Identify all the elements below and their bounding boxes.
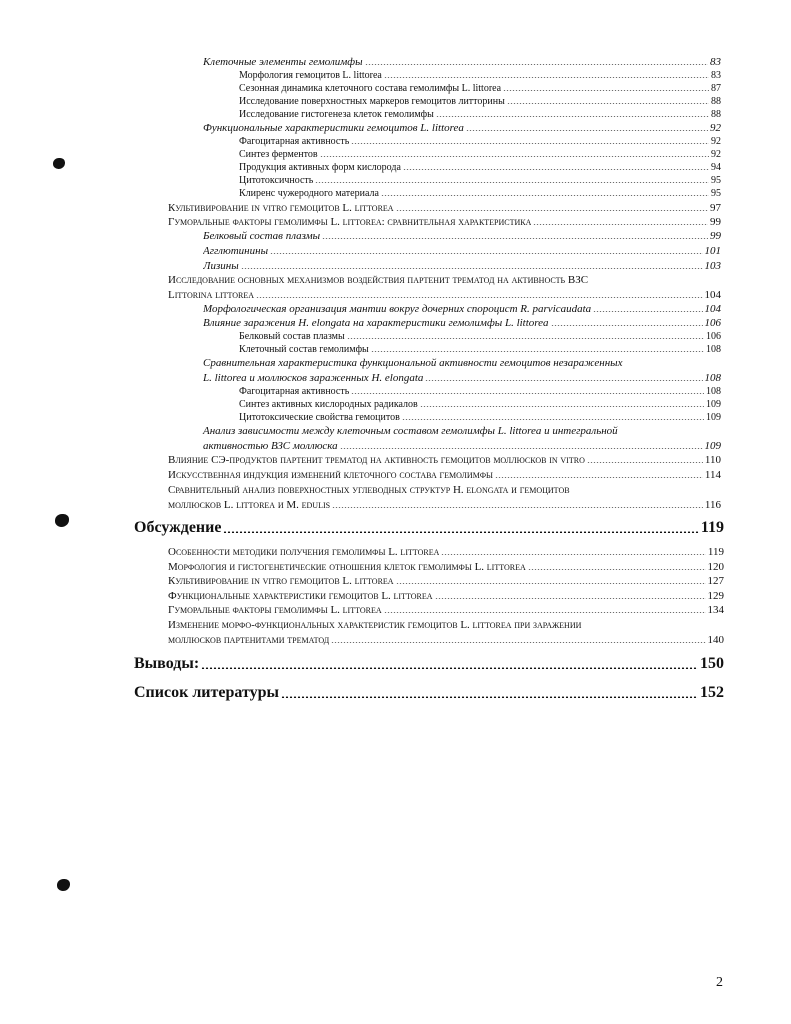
toc-entry-page: 88 bbox=[711, 110, 721, 120]
toc-entry[interactable] bbox=[239, 345, 721, 355]
toc-entry-title: Фагоцитарная активность bbox=[239, 137, 350, 147]
toc-entry[interactable] bbox=[203, 304, 721, 315]
toc-entry[interactable] bbox=[168, 203, 721, 214]
dot-leader bbox=[528, 569, 706, 570]
dot-leader bbox=[351, 393, 704, 394]
toc-entry-page: 116 bbox=[704, 500, 721, 511]
dot-leader bbox=[315, 182, 709, 183]
dot-leader bbox=[331, 642, 705, 643]
toc-entry-title: Морфология гемоцитов L. littorea bbox=[239, 71, 382, 81]
dot-leader bbox=[371, 351, 704, 352]
dot-leader bbox=[201, 667, 698, 669]
toc-entry-page: 109 bbox=[706, 413, 721, 423]
toc-entry-page: 119 bbox=[707, 547, 724, 558]
toc-entry[interactable] bbox=[168, 547, 724, 558]
dot-leader bbox=[420, 406, 704, 407]
dot-leader bbox=[332, 507, 703, 508]
toc-entry-page: 83 bbox=[711, 71, 721, 81]
toc-entry-title: Клеточные элементы гемолимфы bbox=[203, 57, 363, 68]
toc-entry-page: 99 bbox=[710, 231, 721, 242]
toc-entry-title: Культивирование in vitro гемоцитов L. littorea bbox=[168, 576, 394, 587]
dot-leader bbox=[533, 224, 708, 225]
toc-entry-page: 92 bbox=[710, 123, 721, 134]
dot-leader bbox=[441, 554, 706, 555]
toc-entry-page: 140 bbox=[707, 635, 724, 646]
toc-entry[interactable] bbox=[168, 217, 721, 228]
dot-leader bbox=[503, 90, 709, 91]
toc-entry-page: 110 bbox=[704, 455, 721, 466]
dot-leader bbox=[435, 598, 706, 599]
toc-entry[interactable] bbox=[239, 110, 721, 120]
scan-blot bbox=[53, 158, 65, 169]
toc-entry-title: Белковый состав плазмы bbox=[239, 332, 345, 342]
dot-leader bbox=[270, 253, 702, 254]
toc-entry[interactable] bbox=[239, 387, 721, 397]
toc-entry[interactable] bbox=[168, 576, 724, 587]
dot-leader bbox=[381, 195, 709, 196]
toc-entry-page: 109 bbox=[706, 400, 721, 410]
toc-entry[interactable] bbox=[168, 605, 724, 616]
dot-leader bbox=[223, 531, 698, 533]
toc-chapter-page: 152 bbox=[700, 685, 724, 701]
toc-chapter-title: Список литературы bbox=[134, 685, 279, 701]
toc-entry[interactable] bbox=[203, 373, 721, 384]
toc-entry-title-cont: L. littorea и моллюсков зараженных H. elongata bbox=[203, 373, 424, 384]
toc-entry-page: 92 bbox=[711, 150, 721, 160]
dot-leader bbox=[384, 77, 709, 78]
toc-entry[interactable] bbox=[239, 84, 721, 94]
toc-entry[interactable] bbox=[239, 150, 721, 160]
toc-entry[interactable] bbox=[239, 332, 721, 342]
toc-entry-title-cont: моллюсков L. littorea и M. edulis bbox=[168, 500, 331, 511]
toc-entry-page: 120 bbox=[707, 562, 724, 573]
toc-entry-page: 94 bbox=[711, 163, 721, 173]
toc-entry[interactable] bbox=[239, 97, 721, 107]
toc-entry-title: Гуморальные факторы гемолимфы L. littorea bbox=[168, 605, 382, 616]
toc-entry[interactable] bbox=[239, 137, 721, 147]
toc-entry[interactable] bbox=[168, 470, 721, 481]
dot-leader bbox=[351, 143, 709, 144]
toc-entry-title[interactable]: Изменение морфо-функциональных характеристик гемоцитов L. littorea при заражении bbox=[168, 619, 582, 631]
toc-entry[interactable] bbox=[203, 318, 721, 329]
toc-entry-page: 108 bbox=[706, 387, 721, 397]
toc-entry-page: 129 bbox=[707, 591, 724, 602]
dot-leader bbox=[466, 130, 708, 131]
toc-entry-page: 92 bbox=[711, 137, 721, 147]
dot-leader bbox=[507, 103, 709, 104]
toc-entry[interactable] bbox=[239, 71, 721, 81]
scan-blot bbox=[55, 514, 69, 527]
toc-chapter[interactable] bbox=[134, 656, 724, 672]
toc-entry-title: Исследование гистогенеза клеток гемолимфы bbox=[239, 110, 434, 120]
toc-entry[interactable] bbox=[168, 635, 724, 646]
toc-entry-title-cont: Littorina littorea bbox=[168, 290, 255, 301]
toc-entry[interactable] bbox=[168, 290, 721, 301]
toc-entry-title: Клиренс чужеродного материала bbox=[239, 189, 379, 199]
toc-entry-page: 95 bbox=[711, 176, 721, 186]
toc-entry-title: Влияние СЭ-продуктов партенит трематод на активность гемоцитов моллюсков in vitro bbox=[168, 455, 585, 466]
toc-entry[interactable] bbox=[203, 231, 721, 242]
toc-entry[interactable] bbox=[203, 441, 721, 452]
toc-entry-title-cont: моллюсков партенитами трематод bbox=[168, 635, 330, 646]
toc-entry-page: 134 bbox=[707, 605, 724, 616]
toc-entry-title: Исследование поверхностных маркеров гемоцитов литторины bbox=[239, 97, 505, 107]
dot-leader bbox=[396, 583, 706, 584]
toc-entry[interactable] bbox=[239, 163, 721, 173]
toc-entry-title: Культивирование in vitro гемоцитов L. littorea bbox=[168, 203, 394, 214]
toc-entry-page: 106 bbox=[704, 318, 721, 329]
dot-leader bbox=[436, 116, 709, 117]
dot-leader bbox=[593, 311, 702, 312]
toc-entry-title[interactable]: Сравнительная характеристика функциональной активности гемоцитов незараженных bbox=[203, 357, 623, 369]
toc-entry[interactable] bbox=[203, 261, 721, 272]
dot-leader bbox=[402, 419, 704, 420]
toc-entry-page: 127 bbox=[707, 576, 724, 587]
dot-leader bbox=[403, 169, 709, 170]
toc-entry-title: Агглютинины bbox=[203, 246, 269, 257]
toc-entry-title: Влияние заражения H. elongata на характеристики гемолимфы L. littorea bbox=[203, 318, 549, 329]
toc-entry-page: 83 bbox=[710, 57, 721, 68]
toc-entry-title: Морфология и гистогенетические отношения клеток гемолимфы L. littorea bbox=[168, 562, 526, 573]
toc-entry[interactable] bbox=[168, 591, 724, 602]
toc-entry-page: 95 bbox=[711, 189, 721, 199]
toc-entry-title: Сезонная динамика клеточного состава гемолимфы L. littorea bbox=[239, 84, 502, 94]
toc-chapter[interactable] bbox=[134, 520, 724, 536]
toc-entry[interactable] bbox=[168, 562, 724, 573]
toc-entry-page: 99 bbox=[710, 217, 721, 228]
dot-leader bbox=[241, 268, 703, 269]
toc-entry[interactable] bbox=[168, 500, 721, 511]
toc-entry[interactable] bbox=[239, 189, 721, 199]
dot-leader bbox=[384, 612, 706, 613]
dot-leader bbox=[425, 380, 702, 381]
toc-entry[interactable] bbox=[168, 455, 721, 466]
toc-entry-page: 109 bbox=[704, 441, 721, 452]
toc-entry-title: Цитотоксические свойства гемоцитов bbox=[239, 413, 400, 423]
toc-entry-page: 104 bbox=[704, 304, 721, 315]
dot-leader bbox=[495, 477, 703, 478]
toc-entry-page: 108 bbox=[704, 373, 721, 384]
dot-leader bbox=[340, 448, 703, 449]
toc-entry[interactable] bbox=[239, 413, 721, 423]
dot-leader bbox=[365, 64, 708, 65]
toc-entry[interactable] bbox=[203, 246, 721, 257]
toc-chapter-title: Выводы: bbox=[134, 656, 200, 672]
toc-entry-title: Фагоцитарная активность bbox=[239, 387, 350, 397]
toc-entry-page: 106 bbox=[706, 332, 721, 342]
scan-blot bbox=[57, 879, 70, 891]
toc-entry-title[interactable]: Анализ зависимости между клеточным составом гемолимфы L. littorea и интегральной bbox=[203, 425, 618, 437]
dot-leader bbox=[587, 462, 703, 463]
dot-leader bbox=[396, 210, 708, 211]
toc-chapter-page: 150 bbox=[700, 656, 724, 672]
toc-entry-title: Синтез ферментов bbox=[239, 150, 318, 160]
dot-leader bbox=[322, 238, 708, 239]
toc-entry-page: 101 bbox=[704, 246, 721, 257]
dot-leader bbox=[320, 156, 709, 157]
toc-entry[interactable] bbox=[203, 57, 721, 68]
toc-entry-title: Особенности методики получения гемолимфы L. littorea bbox=[168, 547, 440, 558]
dot-leader bbox=[256, 297, 702, 298]
toc-entry-title: Цитотоксичность bbox=[239, 176, 314, 186]
toc-entry-title: Продукция активных форм кислорода bbox=[239, 163, 401, 173]
toc-chapter[interactable] bbox=[134, 685, 724, 701]
dot-leader bbox=[551, 325, 703, 326]
toc-entry[interactable] bbox=[203, 123, 721, 134]
toc-entry[interactable] bbox=[239, 400, 721, 410]
toc-entry-page: 103 bbox=[704, 261, 721, 272]
toc-entry-title: Искусственная индукция изменений клеточного состава гемолимфы bbox=[168, 470, 493, 481]
toc-entry-page: 88 bbox=[711, 97, 721, 107]
toc-entry-page: 108 bbox=[706, 345, 721, 355]
toc-entry-title: Клеточный состав гемолимфы bbox=[239, 345, 369, 355]
toc-entry-page: 104 bbox=[704, 290, 721, 301]
toc-entry-title: Морфологическая организация мантии вокруг дочерних спороцист R. parvicaudata bbox=[203, 304, 592, 315]
dot-leader bbox=[281, 696, 698, 698]
toc-entry-title-cont: активностью ВЗС моллюска bbox=[203, 441, 338, 452]
toc-entry-page: 87 bbox=[711, 84, 721, 94]
toc-entry-title: Функциональные характеристики гемоцитов L. littorea bbox=[168, 591, 433, 602]
dot-leader bbox=[347, 338, 704, 339]
toc-entry-title: Белковый состав плазмы bbox=[203, 231, 321, 242]
toc-entry-title: Синтез активных кислородных радикалов bbox=[239, 400, 418, 410]
toc-entry-title[interactable]: Исследование основных механизмов воздействия партенит трематод на активность ВЗС bbox=[168, 274, 589, 286]
toc-entry-page: 114 bbox=[704, 470, 721, 481]
toc-chapter-page: 119 bbox=[700, 520, 724, 536]
toc-entry-title: Гуморальные факторы гемолимфы L. littorea: сравнительная характеристика bbox=[168, 217, 532, 228]
toc-entry-page: 97 bbox=[710, 203, 721, 214]
page-number: 2 bbox=[716, 975, 723, 990]
toc-entry-title: Функциональные характеристики гемоцитов L. littorea bbox=[203, 123, 464, 134]
toc-chapter-title: Обсуждение bbox=[134, 520, 222, 536]
toc-entry[interactable] bbox=[239, 176, 721, 186]
toc-entry-title: Лизины bbox=[203, 261, 239, 272]
toc-entry-title[interactable]: Сравнительный анализ поверхностных углеводных структур H. elongata и гемоцитов bbox=[168, 484, 570, 496]
